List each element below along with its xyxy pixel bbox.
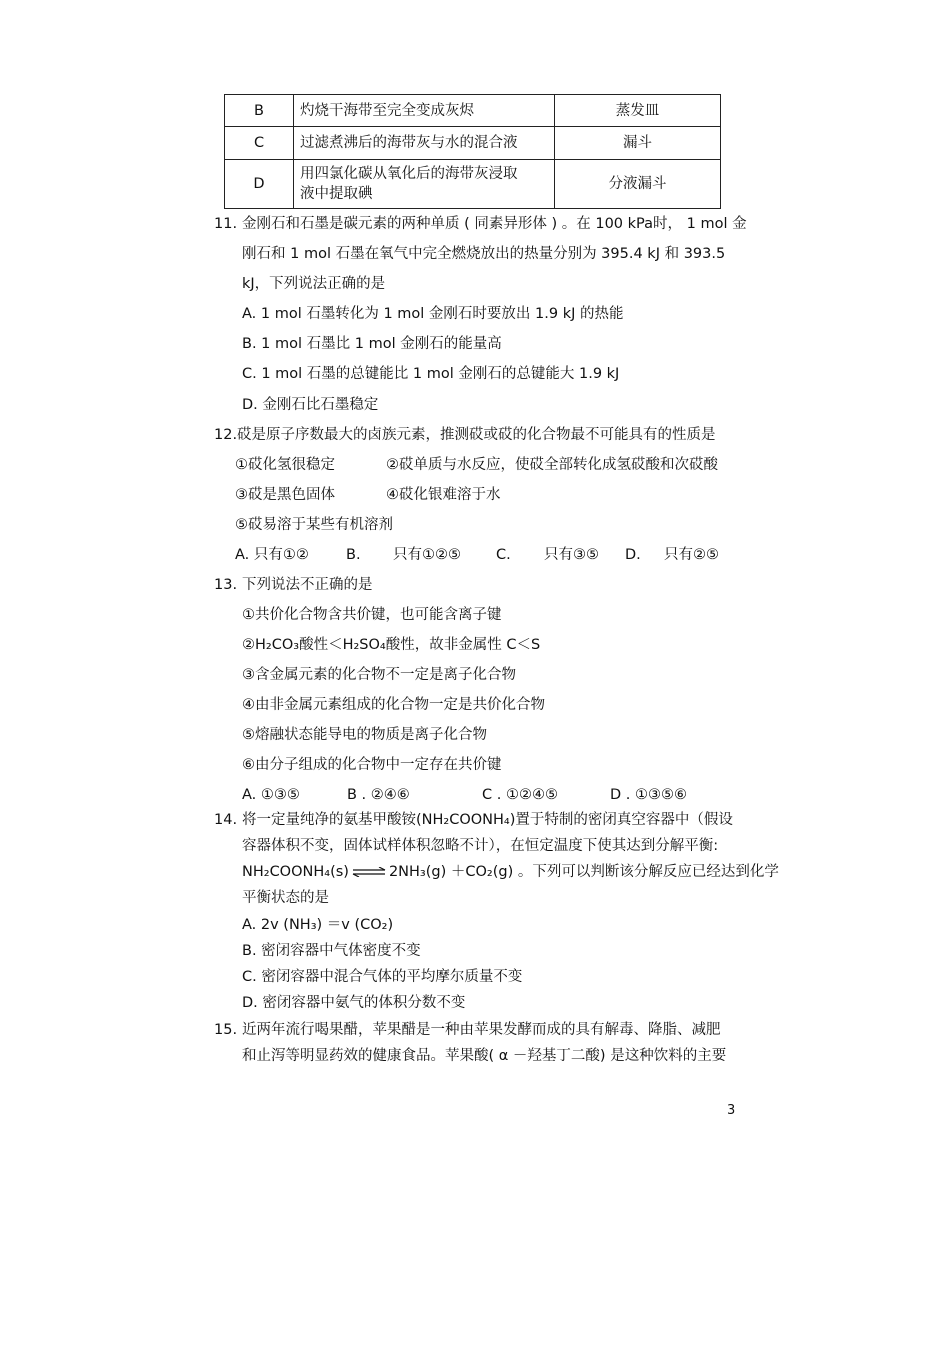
q13-item-3: ③含金属元素的化合物不一定是离子化合物 — [242, 667, 516, 683]
q12-option-b-text: 只有①②⑤ — [393, 547, 461, 563]
row-operation-line2: 液中提取碘 — [300, 186, 373, 202]
q14-eq-left: NH₂COONH₄(s) — [242, 864, 349, 880]
q11-option-b: B. 1 mol 石墨比 1 mol 金刚石的能量高 — [242, 336, 502, 352]
q12-option-c-letter: C. — [496, 547, 511, 563]
q14-equation-line — [242, 862, 779, 882]
row-label: C — [225, 127, 294, 160]
q13-option-c: C . ①②④⑤ — [482, 787, 558, 803]
table-row — [225, 160, 721, 209]
q11-option-d: D. 金刚石比石墨稳定 — [242, 397, 379, 413]
q12-item-2: ②砹单质与水反应，使砹全部转化成氢砹酸和次砹酸 — [386, 457, 718, 473]
q11-stem-line3: kJ，下列说法正确的是 — [242, 276, 386, 292]
row-operation: 灼烧干海带至完全变成灰烬 — [294, 95, 555, 127]
q14-number: 14. — [214, 812, 238, 828]
q13-item-2: ②H₂CO₃酸性＜H₂SO₄酸性，故非金属性 C＜S — [242, 637, 541, 653]
q13-stem: 下列说法不正确的是 — [242, 577, 373, 593]
q11-stem-line2: 刚石和 1 mol 石墨在氧气中完全燃烧放出的热量分别为 395.4 kJ 和 393.5 — [242, 246, 726, 262]
q11-stem-line1: 金刚石和石墨是碳元素的两种单质 ( 同素异形体 ) 。在 100 kPa时， 1 mol 金 — [242, 216, 747, 232]
page-number: 3 — [727, 1103, 736, 1118]
q12-number: 12. — [214, 427, 238, 443]
q15-number: 15. — [214, 1022, 238, 1038]
q14-option-c: C. 密闭容器中混合气体的平均摩尔质量不变 — [242, 969, 523, 985]
q15-stem-line1: 近两年流行喝果醋，苹果醋是一种由苹果发酵而成的具有解毒、降脂、减肥 — [242, 1022, 721, 1038]
q12-item-1: ①砹化氢很稳定 — [235, 457, 335, 473]
q14-stem-line4: 平衡状态的是 — [242, 890, 329, 906]
q13-item-1: ①共价化合物含共价键，也可能含离子键 — [242, 607, 502, 623]
q11-number: 11. — [214, 216, 238, 232]
experiment-table — [224, 94, 721, 209]
row-label: D — [225, 160, 294, 209]
q12-item-3: ③砹是黑色固体 — [235, 487, 335, 503]
q13-option-d: D . ①③⑤⑥ — [610, 787, 687, 803]
q13-option-b: B . ②④⑥ — [347, 787, 410, 803]
q14-option-a: A. 2v (NH₃) ＝v (CO₂) — [242, 917, 394, 933]
q12-option-d-text: 只有②⑤ — [664, 547, 719, 563]
row-operation — [294, 160, 555, 209]
equilibrium-arrow-icon — [352, 867, 386, 877]
q13-item-6: ⑥由分子组成的化合物中一定存在共价键 — [242, 757, 502, 773]
row-operation-line1: 用四氯化碳从氧化后的海带灰浸取 — [300, 166, 518, 182]
q12-item-5: ⑤砹易溶于某些有机溶剂 — [235, 517, 393, 533]
q12-option-d-letter: D. — [625, 547, 641, 563]
q14-option-b: B. 密闭容器中气体密度不变 — [242, 943, 421, 959]
q14-stem-line2: 容器体积不变，固体试样体积忽略不计），在恒定温度下使其达到分解平衡: — [242, 838, 719, 854]
row-operation: 过滤煮沸后的海带灰与水的混合液 — [294, 127, 555, 160]
q11-option-c: C. 1 mol 石墨的总键能比 1 mol 金刚石的总键能大 1.9 kJ — [242, 366, 620, 382]
table-row — [225, 127, 721, 160]
q12-option-c-text: 只有③⑤ — [544, 547, 599, 563]
q12-item-4: ④砹化银难溶于水 — [386, 487, 501, 503]
q11-option-a: A. 1 mol 石墨转化为 1 mol 金刚石时要放出 1.9 kJ 的热能 — [242, 306, 624, 322]
q15-stem-line2: 和止泻等明显药效的健康食品。苹果酸( α －羟基丁二酸) 是这种饮料的主要 — [242, 1048, 727, 1064]
q14-stem-line1: 将一定量纯净的氨基甲酸铵(NH₂COONH₄)置于特制的密闭真空容器中（假设 — [242, 812, 733, 828]
row-instrument: 蒸发皿 — [555, 95, 721, 127]
q13-number: 13. — [214, 577, 238, 593]
q12-option-b-letter: B. — [346, 547, 361, 563]
q12-stem: 砹是原子序数最大的卤族元素，推测砹或砹的化合物最不可能具有的性质是 — [237, 427, 716, 443]
row-instrument: 漏斗 — [555, 127, 721, 160]
q14-option-d: D. 密闭容器中氨气的体积分数不变 — [242, 995, 466, 1011]
q12-option-a: A. 只有①② — [235, 547, 309, 563]
table-row — [225, 95, 721, 127]
q13-option-a: A. ①③⑤ — [242, 787, 300, 803]
q13-item-4: ④由非金属元素组成的化合物一定是共价化合物 — [242, 697, 545, 713]
q14-eq-right: 2NH₃(g) ＋CO₂(g) 。下列可以判断该分解反应已经达到化学 — [388, 864, 779, 880]
row-instrument: 分液漏斗 — [555, 160, 721, 209]
row-label: B — [225, 95, 294, 127]
q13-item-5: ⑤熔融状态能导电的物质是离子化合物 — [242, 727, 487, 743]
